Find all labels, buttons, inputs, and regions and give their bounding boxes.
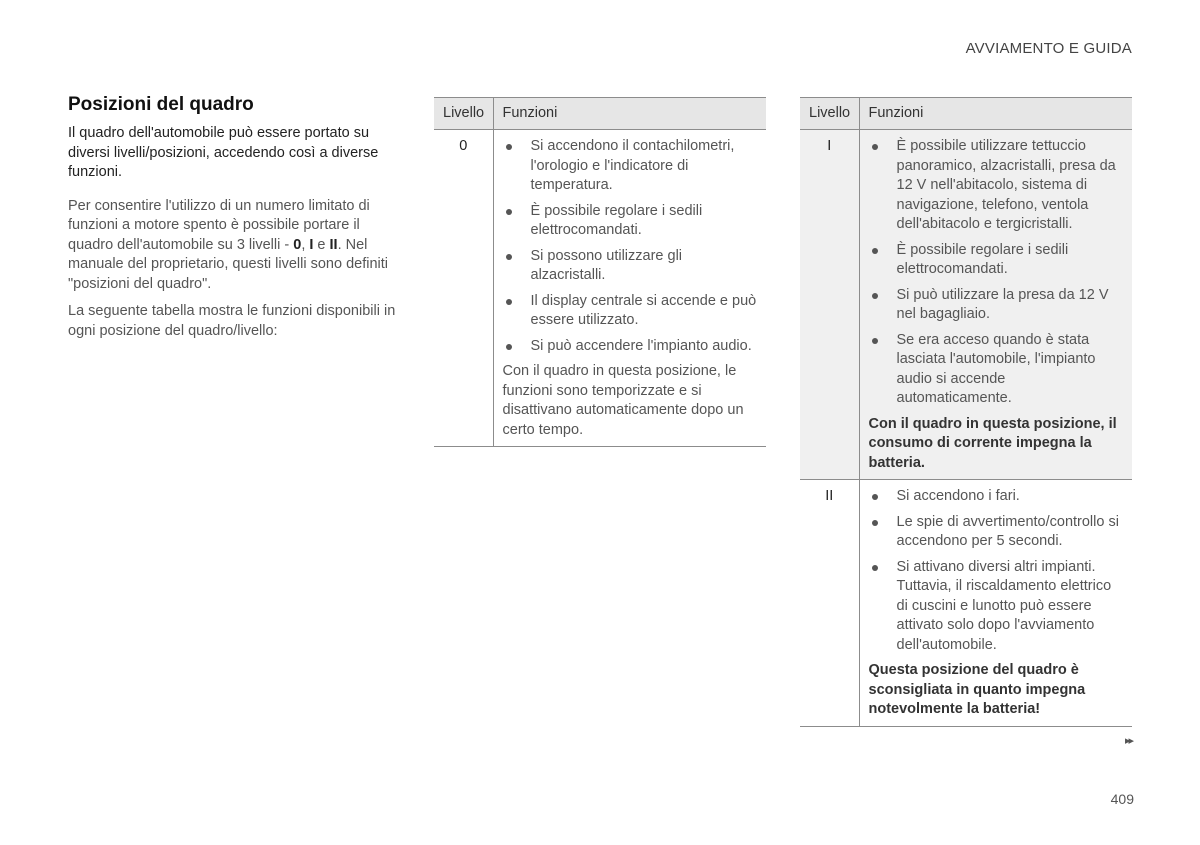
functions-list: [503, 137, 758, 356]
continue-arrows-icon: ▸▸: [1124, 735, 1132, 747]
functions-list: [869, 137, 1124, 409]
list-item: È possibile utilizzare tettuccio panoramico, alzacristalli, presa da 12 V nell'abitacolo, sistema di navigazione, telefono, ventola dell'abitacolo e tergicristalli.: [869, 137, 1124, 235]
level-column-header: Livello: [800, 98, 859, 130]
levels-text-end: . Nel manuale del proprietario, questi livelli sono definiti "posizioni del quadro".: [68, 236, 388, 292]
level-note: Con il quadro in questa posizione, le funzioni sono temporizzate e si disattivano automaticamente dopo un certo tempo.: [502, 363, 744, 438]
functions-cell: [859, 130, 1132, 480]
level-1-mention: I: [309, 236, 314, 253]
level-2-mention: II: [329, 236, 338, 253]
functions-cell: [493, 130, 766, 447]
intro-section: [68, 93, 400, 349]
level-warning-note: Questa posizione del quadro è sconsigliata in quanto impegna notevolmente la batteria!: [868, 662, 1086, 717]
functions-list: [869, 487, 1124, 655]
page-title: Posizioni del quadro: [68, 94, 254, 115]
functions-column-header: Funzioni: [493, 98, 766, 130]
level-0-mention: 0: [293, 236, 302, 253]
list-item: È possibile regolare i sedili elettrocomandati.: [869, 241, 1124, 280]
list-item: Se era acceso quando è stata lasciata l'automobile, l'impianto audio si accende automaticamente.: [869, 331, 1124, 409]
functions-column-header: Funzioni: [859, 98, 1132, 130]
lead-paragraph: Il quadro dell'automobile può essere portato su diversi livelli/posizioni, accedendo così a diverse funzioni.: [68, 125, 379, 180]
functions-cell: [859, 480, 1132, 727]
level-cell: I: [800, 130, 859, 480]
list-item: È possibile regolare i sedili elettrocomandati.: [503, 202, 758, 241]
page-number: 409: [1110, 791, 1134, 807]
table-row-level-2: [800, 480, 1132, 727]
list-item: Si accendono i fari.: [869, 487, 1124, 507]
list-item: Si possono utilizzare gli alzacristalli.: [503, 247, 758, 286]
list-item: Si attivano diversi altri impianti. Tuttavia, il riscaldamento elettrico di cuscini e lunotto può essere attivato solo dopo l'avviamento dell'automobile.: [869, 558, 1124, 656]
list-item: Si può accendere l'impianto audio.: [503, 337, 758, 357]
table-row-level-1: [800, 130, 1132, 480]
level-cell: II: [800, 480, 859, 727]
table-row-level-0: [434, 130, 766, 447]
level-cell: 0: [434, 130, 493, 447]
levels-separator-2: e: [313, 236, 330, 253]
list-item: Il display centrale si accende e può essere utilizzato.: [503, 292, 758, 331]
table-intro-paragraph: La seguente tabella mostra le funzioni disponibili in ogni posizione del quadro/livello:: [68, 303, 396, 339]
levels-table-left: [434, 97, 766, 447]
level-warning-note: Con il quadro in questa posizione, il consumo di corrente impegna la batteria.: [868, 415, 1117, 471]
levels-text-start: Per consentire l'utilizzo di un numero limitato di funzioni a motore spento è possibile portare il quadro dell'automobile su 3 livelli -: [68, 197, 370, 253]
list-item: Le spie di avvertimento/controllo si accendono per 5 secondi.: [869, 513, 1124, 552]
level-column-header: Livello: [434, 98, 493, 130]
levels-paragraph: [68, 197, 400, 295]
section-header: AVVIAMENTO E GUIDA: [965, 40, 1132, 57]
list-item: Si può utilizzare la presa da 12 V nel bagagliaio.: [869, 286, 1124, 325]
levels-separator-1: ,: [301, 236, 310, 253]
list-item: Si accendono il contachilometri, l'orologio e l'indicatore di temperatura.: [503, 137, 758, 196]
levels-table-right: [800, 97, 1132, 727]
